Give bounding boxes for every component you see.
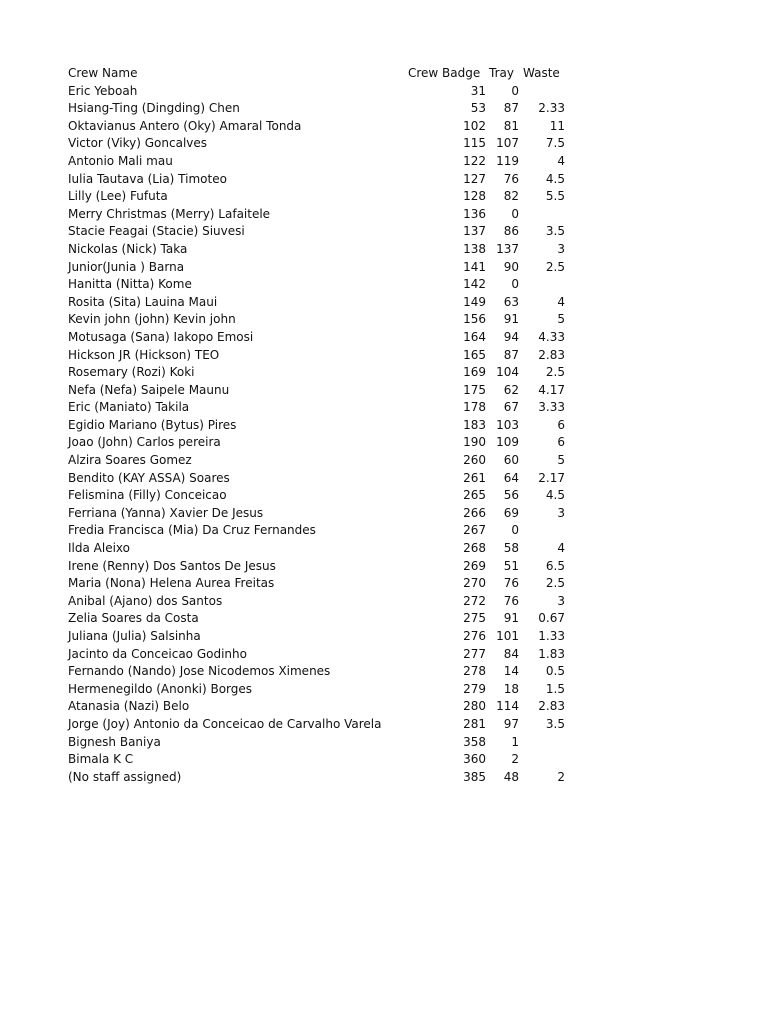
table-row <box>0 734 768 752</box>
crew-name-cell: Rosita (Sita) Lauina Maui <box>68 294 218 309</box>
table-row <box>0 417 768 435</box>
tray-cell: 63 <box>503 294 519 309</box>
tray-cell: 76 <box>503 593 519 608</box>
table-row <box>0 575 768 593</box>
tray-cell: 84 <box>503 646 519 661</box>
crew-name-cell: Atanasia (Nazi) Belo <box>68 699 190 714</box>
tray-cell: 82 <box>503 189 519 204</box>
table-row <box>0 470 768 488</box>
crew-name-cell: Oktavianus Antero (Oky) Amaral Tonda <box>68 118 302 133</box>
tray-cell: 101 <box>496 629 519 643</box>
waste-cell: 11 <box>549 118 565 133</box>
crew-name-cell: Hsiang-Ting (Dingding) Chen <box>68 101 240 116</box>
waste-cell: 3 <box>557 593 565 608</box>
header-tray: Tray <box>489 66 514 80</box>
crew-name-cell: Hanitta (Nitta) Kome <box>68 277 192 292</box>
header-crew-badge: Crew Badge <box>408 66 481 80</box>
crew-name-cell: Fernando (Nando) Jose Nicodemos Ximenes <box>68 664 331 679</box>
table-row <box>0 610 768 628</box>
crew-badge-cell: 279 <box>463 681 486 696</box>
table-row <box>0 505 768 523</box>
crew-badge-cell: 178 <box>463 400 486 415</box>
tray-cell: 119 <box>496 153 519 168</box>
table-row <box>0 347 768 365</box>
crew-name-cell: Stacie Feagai (Stacie) Siuvesi <box>68 224 245 239</box>
tray-cell: 2 <box>511 752 519 767</box>
waste-cell: 0.5 <box>545 664 565 679</box>
crew-name-cell: Lilly (Lee) Fufuta <box>68 189 168 204</box>
table-row <box>0 100 768 118</box>
table-row <box>0 294 768 312</box>
table-row <box>0 171 768 189</box>
table-body <box>0 83 768 787</box>
crew-name-cell: Hermenegildo (Anonki) Borges <box>68 681 253 696</box>
crew-name-cell: Juliana (Julia) Salsinha <box>68 629 201 643</box>
tray-cell: 0 <box>511 206 519 221</box>
table-row <box>0 382 768 400</box>
waste-cell: 2.83 <box>538 347 565 362</box>
crew-name-cell: Junior(Junia ) Barna <box>68 259 185 274</box>
crew-badge-cell: 261 <box>463 470 486 485</box>
crew-badge-cell: 272 <box>463 593 486 608</box>
table-row <box>0 118 768 136</box>
tray-cell: 109 <box>496 435 519 450</box>
crew-badge-cell: 269 <box>463 558 486 573</box>
waste-cell: 3.33 <box>538 400 565 415</box>
crew-name-cell: Kevin john (john) Kevin john <box>68 312 236 327</box>
crew-name-cell: Ilda Aleixo <box>68 541 130 556</box>
tray-cell: 81 <box>503 118 519 133</box>
tray-cell: 18 <box>503 681 519 696</box>
tray-cell: 69 <box>503 505 519 520</box>
table-row <box>0 681 768 699</box>
crew-name-cell: Nickolas (Nick) Taka <box>68 241 188 256</box>
crew-badge-cell: 276 <box>463 629 486 643</box>
tray-cell: 0 <box>511 523 519 538</box>
waste-cell: 3 <box>557 241 565 256</box>
crew-badge-cell: 280 <box>463 699 486 714</box>
tray-cell: 103 <box>496 417 519 432</box>
crew-name-cell: Rosemary (Rozi) Koki <box>68 365 195 380</box>
tray-cell: 56 <box>503 488 519 503</box>
crew-name-cell: (No staff assigned) <box>68 769 182 784</box>
crew-badge-cell: 169 <box>463 365 486 380</box>
table-row <box>0 206 768 224</box>
crew-name-cell: Victor (Viky) Goncalves <box>68 136 208 151</box>
crew-name-cell: Hickson JR (Hickson) TEO <box>68 347 220 362</box>
table-row <box>0 540 768 558</box>
crew-badge-cell: 358 <box>463 734 486 749</box>
crew-name-cell: Maria (Nona) Helena Aurea Freitas <box>68 576 275 591</box>
waste-cell: 3.5 <box>545 224 565 239</box>
table-row <box>0 399 768 417</box>
tray-cell: 76 <box>503 171 519 186</box>
tray-cell: 87 <box>503 347 519 362</box>
tray-cell: 76 <box>503 576 519 591</box>
waste-cell: 6 <box>557 417 565 432</box>
crew-name-cell: Nefa (Nefa) Saipele Maunu <box>68 382 230 397</box>
table-header <box>0 65 768 83</box>
waste-cell: 2.33 <box>538 101 565 116</box>
crew-name-cell: Merry Christmas (Merry) Lafaitele <box>68 206 271 221</box>
crew-name-cell: Zelia Soares da Costa <box>68 611 199 626</box>
crew-badge-cell: 190 <box>463 435 486 450</box>
crew-badge-cell: 136 <box>463 206 486 221</box>
table-row <box>0 241 768 259</box>
tray-cell: 64 <box>503 470 519 485</box>
table-row <box>0 452 768 470</box>
crew-name-cell: Bendito (KAY ASSA) Soares <box>68 470 230 485</box>
waste-cell: 6.5 <box>545 558 565 573</box>
header-waste: Waste <box>523 66 560 80</box>
waste-cell: 2.5 <box>545 259 565 274</box>
table-row <box>0 593 768 611</box>
table-row <box>0 646 768 664</box>
waste-cell: 5 <box>557 312 565 327</box>
crew-name-cell: Eric (Maniato) Takila <box>68 400 190 415</box>
crew-badge-cell: 127 <box>463 171 486 186</box>
tray-cell: 107 <box>496 136 519 151</box>
tray-cell: 137 <box>496 241 519 256</box>
crew-badge-cell: 260 <box>463 453 486 468</box>
waste-cell: 2 <box>557 769 565 784</box>
tray-cell: 67 <box>503 400 519 415</box>
crew-name-cell: Jorge (Joy) Antonio da Conceicao de Carvalho Varela <box>68 716 382 731</box>
crew-badge-cell: 385 <box>463 769 486 784</box>
crew-badge-cell: 275 <box>463 611 486 626</box>
table-row <box>0 522 768 540</box>
crew-name-cell: Bignesh Baniya <box>68 734 161 749</box>
tray-cell: 48 <box>503 769 519 784</box>
crew-badge-cell: 53 <box>470 101 486 116</box>
waste-cell: 4 <box>557 541 565 556</box>
crew-badge-cell: 156 <box>463 312 486 327</box>
crew-badge-cell: 115 <box>463 136 486 151</box>
waste-cell: 1.5 <box>545 681 565 696</box>
tray-cell: 91 <box>503 611 519 626</box>
table-row <box>0 716 768 734</box>
crew-name-cell: Iulia Tautava (Lia) Timoteo <box>68 171 227 186</box>
waste-cell: 4.17 <box>538 382 565 397</box>
waste-cell: 2.83 <box>538 699 565 714</box>
crew-name-cell: Jacinto da Conceicao Godinho <box>68 646 247 661</box>
crew-name-cell: Joao (John) Carlos pereira <box>68 435 221 450</box>
table-row <box>0 329 768 347</box>
table-row <box>0 135 768 153</box>
waste-cell: 4.5 <box>545 488 565 503</box>
crew-name-cell: Egidio Mariano (Bytus) Pires <box>68 417 237 432</box>
table-row <box>0 223 768 241</box>
table-row <box>0 698 768 716</box>
crew-name-cell: Antonio Mali mau <box>68 153 173 168</box>
crew-badge-cell: 141 <box>463 259 486 274</box>
waste-cell: 2.5 <box>545 576 565 591</box>
tray-cell: 87 <box>503 101 519 116</box>
waste-cell: 3 <box>557 505 565 520</box>
tray-cell: 90 <box>503 259 519 274</box>
waste-cell: 4 <box>557 294 565 309</box>
crew-badge-cell: 268 <box>463 541 486 556</box>
waste-cell: 5.5 <box>545 189 565 204</box>
waste-cell: 1.33 <box>538 629 565 643</box>
waste-cell: 3.5 <box>545 716 565 731</box>
crew-badge-cell: 281 <box>463 716 486 731</box>
waste-cell: 7.5 <box>545 136 565 151</box>
tray-cell: 0 <box>511 83 519 98</box>
crew-badge-cell: 128 <box>463 189 486 204</box>
crew-table <box>0 65 768 786</box>
crew-name-cell: Eric Yeboah <box>68 83 138 98</box>
crew-badge-cell: 360 <box>463 752 486 767</box>
tray-cell: 91 <box>503 312 519 327</box>
crew-badge-cell: 164 <box>463 329 486 344</box>
crew-badge-cell: 265 <box>463 488 486 503</box>
table-row <box>0 751 768 769</box>
crew-badge-cell: 183 <box>463 417 486 432</box>
crew-badge-cell: 149 <box>463 294 486 309</box>
crew-name-cell: Fredia Francisca (Mia) Da Cruz Fernandes <box>68 523 316 538</box>
crew-name-cell: Bimala K C <box>68 752 134 767</box>
crew-badge-cell: 175 <box>463 382 486 397</box>
crew-name-cell: Motusaga (Sana) Iakopo Emosi <box>68 329 254 344</box>
crew-name-cell: Ferriana (Yanna) Xavier De Jesus <box>68 505 264 520</box>
crew-name-cell: Anibal (Ajano) dos Santos <box>68 593 223 608</box>
crew-badge-cell: 137 <box>463 224 486 239</box>
waste-cell: 2.5 <box>545 365 565 380</box>
tray-cell: 58 <box>503 541 519 556</box>
crew-badge-cell: 277 <box>463 646 486 661</box>
table-row <box>0 769 768 787</box>
crew-badge-cell: 31 <box>470 83 486 98</box>
waste-cell: 0.67 <box>538 611 565 626</box>
waste-cell: 4.5 <box>545 171 565 186</box>
waste-cell: 6 <box>557 435 565 450</box>
crew-badge-cell: 278 <box>463 664 486 679</box>
tray-cell: 14 <box>503 664 519 679</box>
tray-cell: 62 <box>503 382 519 397</box>
tray-cell: 0 <box>511 277 519 292</box>
tray-cell: 114 <box>496 699 519 714</box>
tray-cell: 86 <box>503 224 519 239</box>
table-row <box>0 364 768 382</box>
table-row <box>0 188 768 206</box>
waste-cell: 5 <box>557 453 565 468</box>
waste-cell: 1.83 <box>538 646 565 661</box>
table-row <box>0 434 768 452</box>
table-row <box>0 259 768 277</box>
waste-cell: 4 <box>557 153 565 168</box>
table-row <box>0 558 768 576</box>
crew-name-cell: Irene (Renny) Dos Santos De Jesus <box>68 558 276 573</box>
table-row <box>0 487 768 505</box>
tray-cell: 60 <box>503 453 519 468</box>
crew-badge-cell: 270 <box>463 576 486 591</box>
table-row <box>0 153 768 171</box>
tray-cell: 97 <box>503 716 519 731</box>
crew-badge-cell: 122 <box>463 153 486 168</box>
tray-cell: 1 <box>511 734 519 749</box>
table-row <box>0 311 768 329</box>
crew-badge-cell: 138 <box>463 241 486 256</box>
table-row <box>0 276 768 294</box>
table-row <box>0 663 768 681</box>
tray-cell: 94 <box>503 329 519 344</box>
waste-cell: 2.17 <box>538 470 565 485</box>
tray-cell: 104 <box>496 365 519 380</box>
crew-badge-cell: 102 <box>463 118 486 133</box>
tray-cell: 51 <box>503 558 519 573</box>
crew-badge-cell: 165 <box>463 347 486 362</box>
crew-badge-cell: 142 <box>463 277 486 292</box>
crew-badge-cell: 267 <box>463 523 486 538</box>
waste-cell: 4.33 <box>538 329 565 344</box>
table-row <box>0 628 768 646</box>
crew-name-cell: Alzira Soares Gomez <box>68 453 192 468</box>
crew-name-cell: Felismina (Filly) Conceicao <box>68 488 227 503</box>
header-crew-name: Crew Name <box>68 66 138 80</box>
crew-badge-cell: 266 <box>463 505 486 520</box>
table-row <box>0 83 768 101</box>
